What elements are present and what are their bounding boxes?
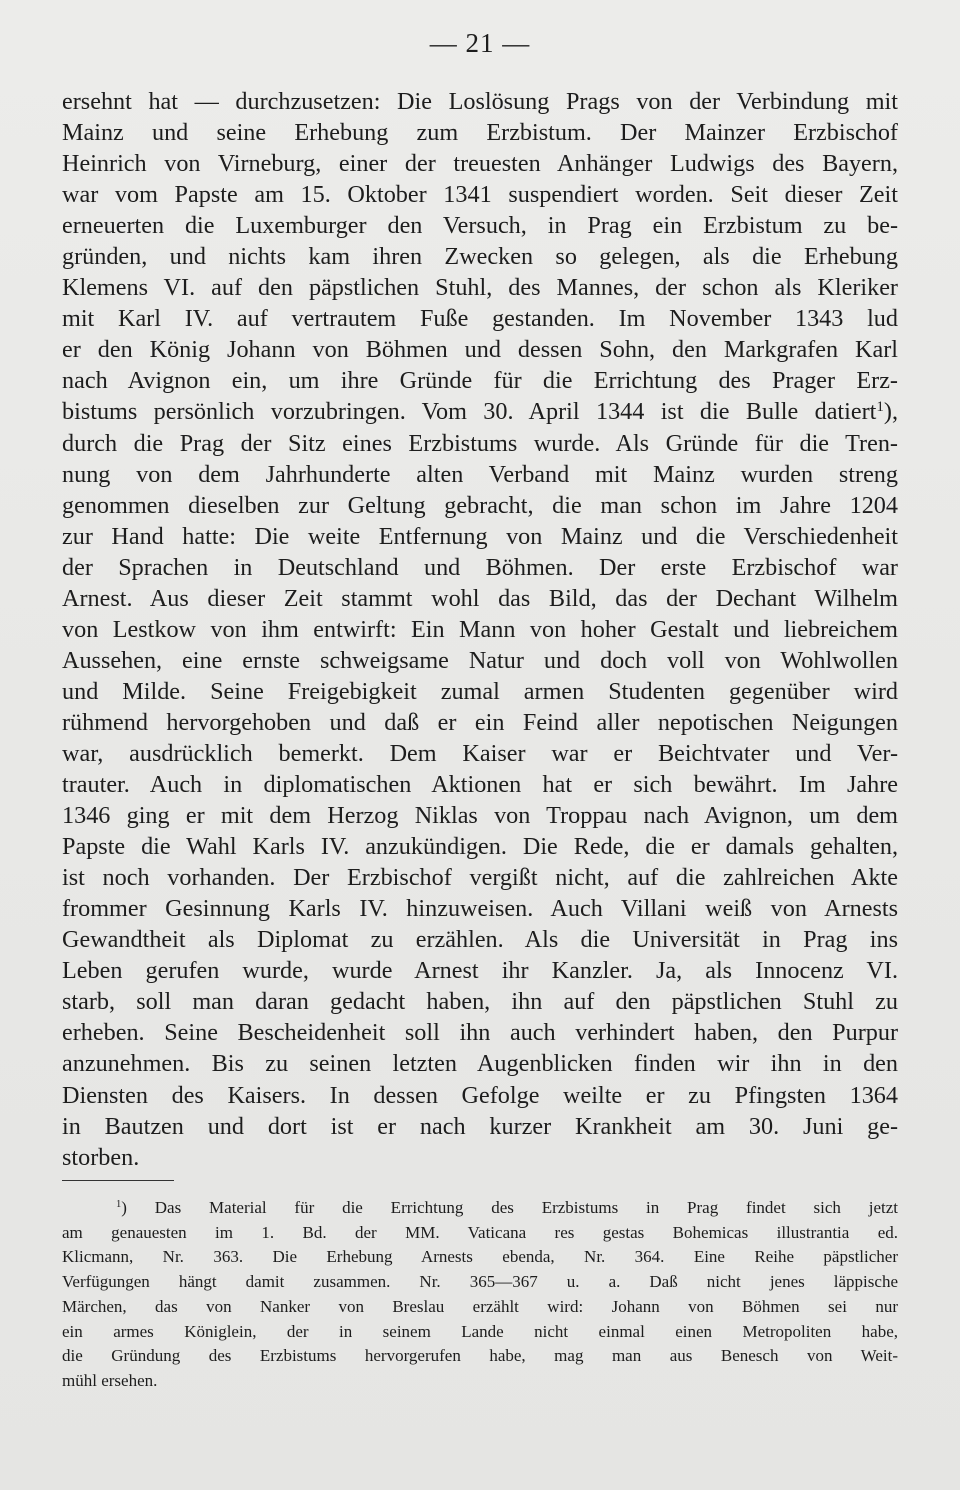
body-line [62,148,898,179]
body-line [62,1048,898,1079]
body-line-text: erheben. Seine Bescheidenheit soll ihn auch verhindert haben, den Purpur [62,1019,898,1047]
body-line-text: Leben gerufen wurde, wurde Arnest ihr Kanzler. Ja, als Innocenz VI. [62,957,898,985]
footnote-line-text: Verfügungen hängt damit zusammen. Nr. 365—367 u. a. Daß nicht jenes läppische [62,1272,898,1292]
body-line-text: Klemens VI. auf den päpstlichen Stuhl, des Mannes, der schon als Kleriker [62,274,898,302]
body-line [62,924,898,955]
footnote-marker: 1 [116,1199,122,1211]
body-line-text: bistums persönlich vorzubringen. Vom 30. April 1344 ist die Bulle datiert [62,398,877,426]
body-line [62,241,898,272]
body-line [62,303,898,334]
body-line-text: und Milde. Seine Freigebigkeit zumal armen Studenten gegenüber wird [62,677,898,705]
body-line [62,862,898,893]
footnote [62,1196,898,1394]
body-line [62,738,898,769]
body-line [62,1111,898,1142]
footnote-line-text: mühl ersehen. [62,1370,158,1390]
body-line-text: der Sprachen in Deutschland und Böhmen. Der erste Erzbischof war [62,553,898,581]
footnote-line [62,1270,898,1295]
body-line-text: Diensten des Kaisers. In dessen Gefolge weilte er zu Pfingsten 1364 [62,1081,898,1109]
body-text [62,86,898,1173]
footnote-line-text: am genauesten im 1. Bd. der MM. Vaticana res gestas Bohemicas illustrantia ed. [62,1222,898,1242]
footnote-line-text: die Gründung des Erzbistums hervorgerufen habe, mag man aus Benesch von Weit- [62,1346,898,1366]
footnote-line-text: ein armes Königlein, der in seinem Lande nicht einmal einen Metropoliten habe, [62,1321,898,1341]
body-line [62,86,898,117]
body-line [62,955,898,986]
body-line [62,521,898,552]
body-line-text: gründen, und nichts kam ihren Zwecken so gelegen, als die Erhebung [62,243,898,271]
body-line [62,1080,898,1111]
body-line-text: Papste die Wahl Karls IV. anzukündigen. Die Rede, die er damals gehalten, [62,833,898,861]
body-line [62,707,898,738]
body-line [62,272,898,303]
body-line-text: Arnest. Aus dieser Zeit stammt wohl das Bild, das der Dechant Wilhelm [62,584,898,612]
body-line-text: 1346 ging er mit dem Herzog Niklas von Troppau nach Avignon, um dem [62,802,898,830]
body-line-text: war vom Papste am 15. Oktober 1341 suspendiert worden. Seit dieser Zeit [62,181,898,209]
footnote-line-text: Klicmann, Nr. 363. Die Erhebung Arnests ebenda, Nr. 364. Eine Reihe päpstlicher [62,1247,898,1267]
footnote-line [62,1245,898,1270]
body-line-text: Heinrich von Virneburg, einer der treuesten Anhänger Ludwigs des Bayern, [62,150,898,178]
body-line-text: nach Avignon ein, um ihre Gründe für die Errichtung des Prager Erz- [62,367,898,395]
body-line [62,334,898,365]
body-line [62,117,898,148]
body-line-text: zur Hand hatte: Die weite Entfernung von Mainz und die Verschiedenheit [62,522,898,550]
body-line-text: erneuerten die Luxemburger den Versuch, in Prag ein Erzbistum zu be- [62,212,898,240]
body-line [62,459,898,490]
body-line-text: ist noch vorhanden. Der Erzbischof vergißt nicht, auf die zahlreichen Akte [62,864,898,892]
body-line [62,210,898,241]
body-line [62,645,898,676]
body-line-text: Gewandtheit als Diplomat zu erzählen. Als die Universität in Prag ins [62,926,898,954]
footnote-separator [62,1180,174,1181]
footnote-line [62,1320,898,1345]
footnote-line [62,1369,898,1394]
body-line [62,583,898,614]
footnote-line [62,1295,898,1320]
body-line [62,769,898,800]
body-line [62,1142,898,1173]
body-line-text: trauter. Auch in diplomatischen Aktionen hat er sich bewährt. Im Jahre [62,771,898,799]
footnote-line [62,1221,898,1246]
footnote-reference-suffix: ), [883,398,898,426]
body-line-text: von Lestkow von ihm entwirft: Ein Mann von hoher Gestalt und liebreichem [62,615,898,643]
body-line-text: rühmend hervorgehoben und daß er ein Feind aller nepotischen Neigungen [62,708,898,736]
footnote-line [62,1344,898,1369]
body-line-text: in Bautzen und dort ist er nach kurzer Krankheit am 30. Juni ge- [62,1112,898,1140]
body-line [62,1017,898,1048]
body-line [62,893,898,924]
page-number: — 21 — [429,28,531,58]
body-line-text: anzunehmen. Bis zu seinen letzten Augenblicken finden wir ihn in den [62,1050,898,1078]
body-line-text: starb, soll man daran gedacht haben, ihn auf den päpstlichen Stuhl zu [62,988,898,1016]
body-line [62,396,898,427]
body-line-text: mit Karl IV. auf vertrautem Fuße gestanden. Im November 1343 lud [62,305,898,333]
body-line [62,490,898,521]
body-line-text: Mainz und seine Erhebung zum Erzbistum. Der Mainzer Erzbischof [62,119,898,147]
body-line [62,676,898,707]
body-line-text: durch die Prag der Sitz eines Erzbistums wurde. Als Gründe für die Tren- [62,429,898,457]
body-line-text: war, ausdrücklich bemerkt. Dem Kaiser war er Beichtvater und Ver- [62,739,898,767]
body-line [62,179,898,210]
footnote-marker-suffix: ) [121,1198,127,1217]
body-line [62,365,898,396]
body-line-text: genommen dieselben zur Geltung gebracht, die man schon im Jahre 1204 [62,491,898,519]
footnote-line-text: Märchen, das von Nanker von Breslau erzählt wird: Johann von Böhmen sei nur [62,1296,898,1316]
body-line [62,552,898,583]
footnote-line [62,1196,898,1221]
body-line [62,614,898,645]
body-line [62,986,898,1017]
body-line-text: storben. [62,1143,140,1171]
body-line-text: frommer Gesinnung Karls IV. hinzuweisen. Auch Villani weiß von Arnests [62,895,898,923]
body-line-text: er den König Johann von Böhmen und dessen Sohn, den Markgrafen Karl [62,336,898,364]
body-line-text: nung von dem Jahrhunderte alten Verband mit Mainz wurden streng [62,460,898,488]
body-line [62,831,898,862]
footnote-line-text: Das Material für die Errichtung des Erzbistums in Prag findet sich jetzt [154,1198,898,1217]
body-line-text: Aussehen, eine ernste schweigsame Natur und doch voll von Wohlwollen [62,646,898,674]
body-line [62,800,898,831]
footnote-reference: 1 [876,399,884,416]
body-line-text: ersehnt hat — durchzusetzen: Die Loslösung Prags von der Verbindung mit [62,88,898,115]
body-line [62,428,898,459]
